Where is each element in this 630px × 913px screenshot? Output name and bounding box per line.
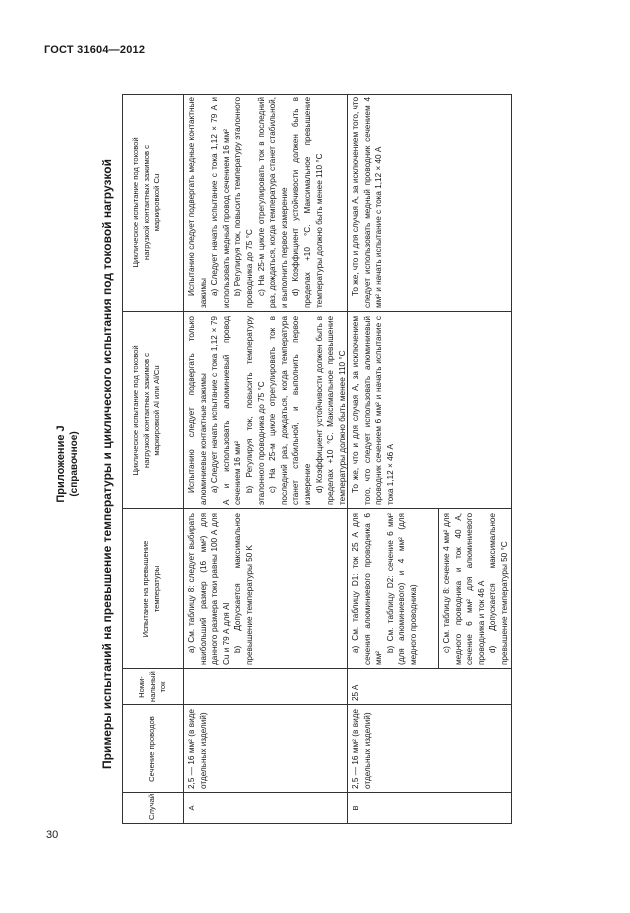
row-b-case: B xyxy=(351,805,360,811)
row-a-cycle-al-b: b) Регулируя ток, повысить температуру эталонного проводника до 75 °С xyxy=(244,316,266,505)
row-b-cycle-al xyxy=(347,312,399,509)
row-b-cycle-cu-text: То же, что и для случая А, за исключением того, что следует использовать медный проводник сечением 4 мм² и начать испытание с тока 1,12 × 40 А xyxy=(351,97,384,308)
header-case: Случай xyxy=(147,793,156,820)
table-title: Примеры испытаний на превышение температуры и циклического испытания под токовой нагрузкой xyxy=(100,159,114,769)
test-examples-table xyxy=(122,94,512,824)
annex-note: (справочное) xyxy=(69,431,80,497)
row-b-temp-test-a: a) См. таблицу D1: ток 25 А для сечения алюминиевого проводника 6 мм² xyxy=(351,513,384,665)
row-a-cycle-cu-b: b) Регулируя ток, повысить температуру эталонного проводника до 75 °С xyxy=(233,97,254,308)
annex-heading xyxy=(48,94,96,834)
row-a-cycle-al-intro: Испытанию следует подвергать только алюминиевые контактные зажимы xyxy=(187,316,208,505)
row-b-temp-test-b: b) См. таблицу D2: сечение 6 мм² (для алюминиевого) и 4 мм² (для медного проводника) xyxy=(385,513,418,665)
row-a-cycle-al-a: a) Следует начать испытание с тока 1,12 × 79 A и использовать алюминиевый провод сечением 16 мм² xyxy=(210,316,243,505)
rotated-content xyxy=(48,94,518,834)
row-a-cycle-cu-c: c) На 25-м цикле отрегулировать ток в последний раз, дождаться, когда температура станет стабильной, и выполнить первое измерение xyxy=(256,97,289,308)
row-a-temp-test-b: b) Допускается максимальное превышение температуры 50 K xyxy=(233,513,254,665)
row-a-cycle-cu-d: d) Коэффициент устойчивости должен быть в пределах +10 °С. Максимальное превышение температуры должно быть менее 110 °С xyxy=(291,97,324,308)
annex-title: Приложение J xyxy=(55,425,67,503)
row-a-temp-test xyxy=(183,509,259,669)
row-a-cycle-al-d: d) Коэффициент устойчивости должен быть в пределах +10 °С. Максимальное превышение температуры должно быть менее 110 °С xyxy=(314,316,347,505)
row-a-section: 2,5 — 16 мм² (в виде отдельных изделий) xyxy=(187,709,208,789)
row-a-current xyxy=(183,669,189,705)
row-b-current: 25 A xyxy=(351,684,360,701)
row-a-cycle-al-c: c) На 25-м цикле отрегулировать ток в последний раз, дождаться, когда температура станет стабильной, и выполнить первое измерение xyxy=(268,316,312,505)
row-a-cycle-al xyxy=(183,312,351,509)
row-a-cycle-cu-a: a) Следует начать испытание с тока 1,12 × 79 А и использовать медный провод сечением 16 мм² xyxy=(210,97,231,308)
row-a-cycle-cu-intro: Испытанию следует подвергать медные контактные зажимы xyxy=(187,97,208,308)
header-cycle-al: Циклическое испытание под токовой нагрузкой контактных зажимов с маркировкой Al или Al/Cu xyxy=(131,345,161,476)
header-current: Номи-нальный ток xyxy=(137,671,167,702)
row-b-temp-test-d: d) Допускается максимальное превышение температуры 50 °С xyxy=(488,513,509,665)
header-section: Сечение проводов xyxy=(147,716,156,782)
row-a-cycle-cu xyxy=(183,93,328,312)
page-number: 30 xyxy=(46,829,59,841)
row-b-cycle-al-text: То же, что и для случая А, за исключением того, что следует использовать алюминиевый проводник сечением 6 мм² и начать испытание с тока 1,12 × 46 А xyxy=(351,316,395,505)
row-b-cycle-cu xyxy=(347,93,388,312)
row-a-temp-test-a: a) См. таблицу 8: следует выбирать наибольший размер (16 мм²) для данного размера токи равны 100 А для Cu и 79 А для Al xyxy=(187,513,231,665)
row-b-temp-test-bottom xyxy=(438,509,514,669)
header-temp-test: Испытание на превышение температуры xyxy=(141,540,161,638)
row-a-case: A xyxy=(187,805,196,811)
row-b-temp-test-c: c) См. таблицу 8: сечение 4 мм² для медного проводника и ток 40 A, сечение 6 мм² для алюминиевого проводника и ток 46 A xyxy=(442,513,486,665)
document-code: ГОСТ 31604—2012 xyxy=(44,44,146,56)
row-b-section: 2,5 — 16 мм² (в виде отдельных изделий) xyxy=(351,709,372,789)
header-cycle-cu: Циклическое испытание под токовой нагрузкой контактных зажимов с маркировкой Cu xyxy=(131,137,161,268)
row-b-temp-test-top xyxy=(347,509,423,669)
